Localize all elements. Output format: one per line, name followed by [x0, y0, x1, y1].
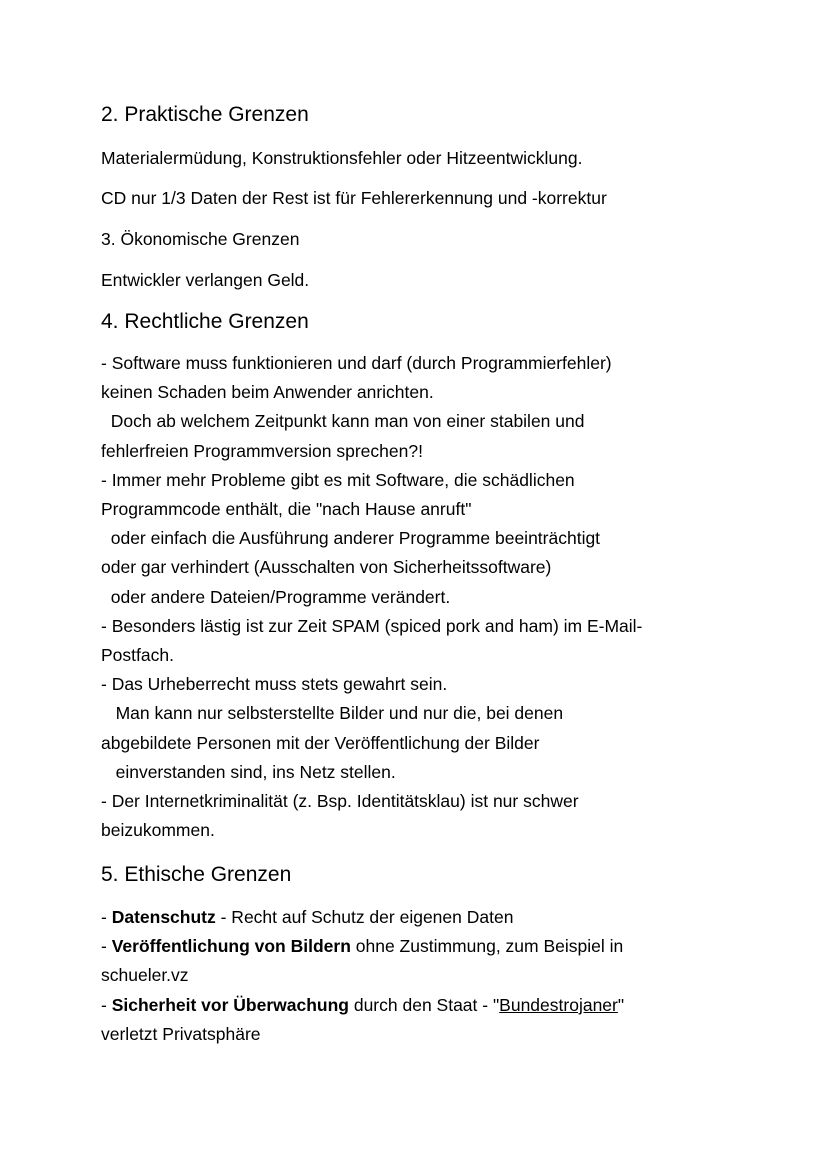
bundestrojaner-link[interactable]: Bundestrojaner: [499, 995, 618, 1015]
list-text: ohne Zustimmung, zum Beispiel in: [350, 936, 624, 956]
text-line: oder gar verhindert (Ausschalten von Sicherheitssoftware): [101, 557, 552, 578]
text-line: einverstanden sind, ins Netz stellen.: [101, 761, 396, 782]
text-line: Man kann nur selbsterstellte Bilder und nur die, bei denen: [101, 703, 564, 724]
list-text: ": [617, 995, 625, 1015]
text-line: - Immer mehr Probleme gibt es mit Software, die schädlichen: [101, 469, 575, 490]
text-line: - Das Urheberrecht muss stets gewahrt sein.: [101, 674, 448, 695]
text-line: Postfach.: [101, 645, 174, 665]
heading-ethische-grenzen: 5. Ethische Grenzen: [101, 863, 292, 886]
text-line: beizukommen.: [101, 820, 215, 841]
term-datenschutz: Datenschutz: [111, 907, 216, 927]
text-line: fehlerfreien Programmversion sprechen?!: [101, 440, 423, 461]
heading-oekonomische-grenzen: 3. Ökonomische Grenzen: [101, 229, 300, 249]
text-line: abgebildete Personen mit der Veröffentlichung der Bilder: [101, 732, 540, 753]
list-item-continuation: schueler.vz: [101, 965, 189, 985]
list-text: - Recht auf Schutz der eigenen Daten: [215, 907, 514, 927]
list-dash: -: [101, 907, 112, 927]
text-line: oder einfach die Ausführung anderer Programme beeinträchtigt: [101, 528, 601, 549]
paragraph: Entwickler verlangen Geld.: [101, 270, 310, 290]
list-text: durch den Staat - ": [348, 995, 500, 1015]
list-dash: -: [101, 936, 112, 956]
list-item-continuation: verletzt Privatsphäre: [101, 1024, 261, 1044]
text-line: - Besonders lästig ist zur Zeit SPAM (spiced pork and ham) im E-Mail-: [101, 615, 643, 636]
text-line: keinen Schaden beim Anwender anrichten.: [101, 382, 434, 403]
list-item: [101, 995, 624, 1016]
heading-praktische-grenzen: 2. Praktische Grenzen: [101, 103, 309, 126]
text-line: Programmcode enthält, die "nach Hause anruft": [101, 499, 472, 519]
paragraph: CD nur 1/3 Daten der Rest ist für Fehlererkennung und -korrektur: [101, 188, 607, 208]
text-line: oder andere Dateien/Programme verändert.: [101, 586, 451, 607]
term-veroeffentlichung: Veröffentlichung von Bildern: [111, 936, 351, 956]
text-line: - Software muss funktionieren und darf (durch Programmierfehler): [101, 353, 612, 373]
list-item: [101, 907, 513, 928]
paragraph: Materialermüdung, Konstruktionsfehler oder Hitzeentwicklung.: [101, 148, 583, 168]
text-line: - Der Internetkriminalität (z. Bsp. Identitätsklau) ist nur schwer: [101, 791, 579, 811]
text-line: Doch ab welchem Zeitpunkt kann man von einer stabilen und: [101, 411, 585, 432]
list-item: [101, 936, 623, 957]
heading-rechtliche-grenzen: 4. Rechtliche Grenzen: [101, 310, 309, 333]
list-dash: -: [101, 995, 112, 1015]
term-sicherheit: Sicherheit vor Überwachung: [111, 995, 349, 1015]
